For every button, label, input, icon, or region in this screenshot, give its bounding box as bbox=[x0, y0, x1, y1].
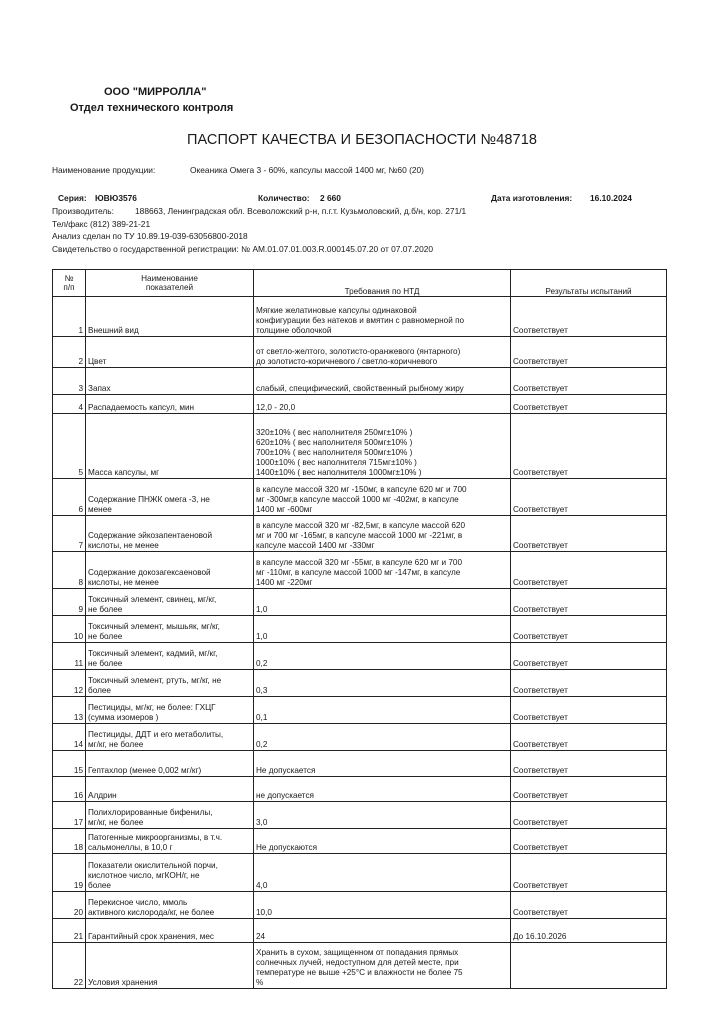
row-number: 17 bbox=[53, 802, 86, 829]
row-number: 16 bbox=[53, 777, 86, 802]
specification-table bbox=[52, 269, 667, 989]
row-indicator: Токсичный элемент, свинец, мг/кг, не более bbox=[86, 589, 254, 616]
row-number: 15 bbox=[53, 751, 86, 777]
row-indicator: Распадаемость капсул, мин bbox=[86, 395, 254, 414]
row-result: Соответствует bbox=[511, 368, 667, 395]
table-row bbox=[53, 829, 667, 854]
row-result: До 16.10.2026 bbox=[511, 919, 667, 943]
department-name: Отдел технического контроля bbox=[70, 102, 234, 114]
row-number: 10 bbox=[53, 616, 86, 643]
table-row bbox=[53, 552, 667, 589]
row-result: Соответствует bbox=[511, 395, 667, 414]
row-number: 11 bbox=[53, 643, 86, 670]
row-requirement: 0,2 bbox=[254, 724, 511, 751]
table-row bbox=[53, 643, 667, 670]
row-requirement: не допускается bbox=[254, 777, 511, 802]
manufacture-date-label: Дата изготовления: bbox=[491, 193, 573, 203]
phone-fax: Тел/факс (812) 389-21-21 bbox=[52, 219, 151, 229]
table-row bbox=[53, 516, 667, 552]
row-number: 6 bbox=[53, 479, 86, 516]
row-requirement: 1,0 bbox=[254, 589, 511, 616]
table-row bbox=[53, 751, 667, 777]
row-number: 12 bbox=[53, 670, 86, 697]
header-requirements: Требования по НТД bbox=[254, 270, 511, 297]
row-requirement: Не допускается bbox=[254, 751, 511, 777]
row-indicator: Содержание ПНЖК омега -3, не менее bbox=[86, 479, 254, 516]
row-number: 22 bbox=[53, 943, 86, 989]
row-result: Соответствует bbox=[511, 552, 667, 589]
table-header-row bbox=[53, 270, 667, 297]
row-result: Соответствует bbox=[511, 337, 667, 368]
row-requirement: от светло-желтого, золотисто-оранжевого (янтарного) до золотисто-коричневого / светло-коричневого bbox=[254, 337, 511, 368]
table-row bbox=[53, 670, 667, 697]
table-row bbox=[53, 777, 667, 802]
table-row bbox=[53, 943, 667, 989]
table-row bbox=[53, 479, 667, 516]
row-result: Соответствует bbox=[511, 516, 667, 552]
product-label: Наименование продукции: bbox=[52, 165, 156, 175]
row-result: Соответствует bbox=[511, 724, 667, 751]
table-row bbox=[53, 802, 667, 829]
row-number: 7 bbox=[53, 516, 86, 552]
row-number: 19 bbox=[53, 854, 86, 892]
row-number: 2 bbox=[53, 337, 86, 368]
table-row bbox=[53, 616, 667, 643]
row-number: 13 bbox=[53, 697, 86, 724]
header-number: № п/п bbox=[53, 270, 86, 297]
row-number: 4 bbox=[53, 395, 86, 414]
row-indicator: Патогенные микроорганизмы, в т.ч. сальмонеллы, в 10,0 г bbox=[86, 829, 254, 854]
row-requirement: Мягкие желатиновые капсулы одинаковой конфигурации без натеков и вмятин с равномерной по толщине оболочкой bbox=[254, 297, 511, 337]
row-requirement: 3,0 bbox=[254, 802, 511, 829]
row-number: 3 bbox=[53, 368, 86, 395]
row-indicator: Полихлорированные бифенилы, мг/кг, не более bbox=[86, 802, 254, 829]
row-indicator: Масса капсулы, мг bbox=[86, 414, 254, 479]
analysis-standard: Анализ сделан по ТУ 10.89.19-039-63056800-2018 bbox=[52, 231, 248, 241]
row-requirement: 24 bbox=[254, 919, 511, 943]
header-indicator: Наименование показателей bbox=[86, 270, 254, 297]
row-result: Соответствует bbox=[511, 829, 667, 854]
row-result: Соответствует bbox=[511, 297, 667, 337]
row-requirement: слабый, специфический, свойственный рыбному жиру bbox=[254, 368, 511, 395]
row-number: 5 bbox=[53, 414, 86, 479]
row-indicator: Алдрин bbox=[86, 777, 254, 802]
registration-certificate: Свидетельство о государственной регистрации: № AM.01.07.01.003.R.000145.07.20 от 07.07.2020 bbox=[52, 244, 434, 254]
header-results: Результаты испытаний bbox=[511, 270, 667, 297]
table-row bbox=[53, 414, 667, 479]
row-result: Соответствует bbox=[511, 854, 667, 892]
row-result: Соответствует bbox=[511, 670, 667, 697]
table-row bbox=[53, 337, 667, 368]
table-row bbox=[53, 892, 667, 919]
row-requirement: 12,0 - 20,0 bbox=[254, 395, 511, 414]
product-value: Океаника Омега 3 - 60%, капсулы массой 1400 мг, №60 (20) bbox=[190, 165, 424, 175]
row-indicator: Внешний вид bbox=[86, 297, 254, 337]
series-value: ЮВЮ3576 bbox=[95, 193, 137, 203]
manufacture-date-value: 16.10.2024 bbox=[590, 193, 632, 203]
quantity-value: 2 660 bbox=[320, 193, 341, 203]
manufacturer-address: 188663, Ленинградская обл. Всеволожский р-н, п.г.т. Кузьмоловский, д.б/н, кор. 271/1 bbox=[135, 206, 467, 216]
row-indicator: Гарантийный срок хранения, мес bbox=[86, 919, 254, 943]
quantity-label: Количество: bbox=[258, 193, 310, 203]
row-indicator: Содержание докозагексаеновой кислоты, не менее bbox=[86, 552, 254, 589]
row-result: Соответствует bbox=[511, 414, 667, 479]
table-row bbox=[53, 395, 667, 414]
table-row bbox=[53, 589, 667, 616]
row-requirement: 0,3 bbox=[254, 670, 511, 697]
row-indicator: Пестициды, мг/кг, не более: ГХЦГ (сумма изомеров ) bbox=[86, 697, 254, 724]
row-requirement: 1,0 bbox=[254, 616, 511, 643]
row-result: Соответствует bbox=[511, 777, 667, 802]
row-requirement: 4,0 bbox=[254, 854, 511, 892]
row-requirement: 0,2 bbox=[254, 643, 511, 670]
row-number: 20 bbox=[53, 892, 86, 919]
row-requirement: в капсуле массой 320 мг -150мг, в капсуле 620 мг и 700 мг -300мг,в капсуле массой 1000 мг -402мг, в капсуле 1400 мг -600мг bbox=[254, 479, 511, 516]
document-title: ПАСПОРТ КАЧЕСТВА И БЕЗОПАСНОСТИ №48718 bbox=[186, 132, 538, 148]
table-row bbox=[53, 697, 667, 724]
row-result bbox=[511, 943, 667, 989]
row-indicator: Условия хранения bbox=[86, 943, 254, 989]
row-indicator: Гептахлор (менее 0,002 мг/кг) bbox=[86, 751, 254, 777]
manufacturer-label: Производитель: bbox=[52, 206, 114, 216]
row-result: Соответствует bbox=[511, 802, 667, 829]
row-requirement: Хранить в сухом, защищенном от попадания прямых солнечных лучей, недоступном для детей месте, при температуре не выше +25°С и влажности не более 75 % bbox=[254, 943, 511, 989]
row-requirement: Не допускаются bbox=[254, 829, 511, 854]
row-requirement: 0,1 bbox=[254, 697, 511, 724]
row-indicator: Показатели окислительной порчи, кислотное число, мгКОН/г, не более bbox=[86, 854, 254, 892]
table-row bbox=[53, 919, 667, 943]
table-row bbox=[53, 297, 667, 337]
row-number: 1 bbox=[53, 297, 86, 337]
row-indicator: Запах bbox=[86, 368, 254, 395]
row-requirement: в капсуле массой 320 мг -82,5мг, в капсуле массой 620 мг и 700 мг -165мг, в капсуле массой 1000 мг -221мг, в капсуле массой 1400 мг -330мг bbox=[254, 516, 511, 552]
row-requirement: 10,0 bbox=[254, 892, 511, 919]
row-indicator: Цвет bbox=[86, 337, 254, 368]
row-result: Соответствует bbox=[511, 751, 667, 777]
row-indicator: Токсичный элемент, кадмий, мг/кг, не более bbox=[86, 643, 254, 670]
row-result: Соответствует bbox=[511, 589, 667, 616]
row-number: 14 bbox=[53, 724, 86, 751]
table-row bbox=[53, 854, 667, 892]
row-result: Соответствует bbox=[511, 643, 667, 670]
row-result: Соответствует bbox=[511, 892, 667, 919]
row-result: Соответствует bbox=[511, 479, 667, 516]
row-requirement: в капсуле массой 320 мг -55мг, в капсуле 620 мг и 700 мг -110мг, в капсуле массой 1000 мг -147мг, в капсуле 1400 мг -220мг bbox=[254, 552, 511, 589]
row-indicator: Токсичный элемент, ртуть, мг/кг, не более bbox=[86, 670, 254, 697]
table-row bbox=[53, 368, 667, 395]
row-requirement: 320±10% ( вес наполнителя 250мг±10% ) 620±10% ( вес наполнителя 500мг±10% ) 700±10% ( вес наполнителя 500мг±10% ) 1000±10% ( вес наполнителя 715мг±10% ) 1400±10% ( вес наполнителя 1000мг±10% ) bbox=[254, 414, 511, 479]
row-indicator: Перекисное число, ммоль активного кислорода/кг, не более bbox=[86, 892, 254, 919]
row-number: 21 bbox=[53, 919, 86, 943]
row-number: 9 bbox=[53, 589, 86, 616]
row-result: Соответствует bbox=[511, 616, 667, 643]
row-number: 8 bbox=[53, 552, 86, 589]
row-indicator: Содержание эйкозапентаеновой кислоты, не менее bbox=[86, 516, 254, 552]
row-result: Соответствует bbox=[511, 697, 667, 724]
row-indicator: Токсичный элемент, мышьяк, мг/кг, не более bbox=[86, 616, 254, 643]
series-label: Серия: bbox=[58, 193, 87, 203]
row-number: 18 bbox=[53, 829, 86, 854]
company-name: ООО "МИРРОЛЛА" bbox=[104, 86, 207, 98]
table-row bbox=[53, 724, 667, 751]
row-indicator: Пестициды, ДДТ и его метаболиты, мг/кг, не более bbox=[86, 724, 254, 751]
